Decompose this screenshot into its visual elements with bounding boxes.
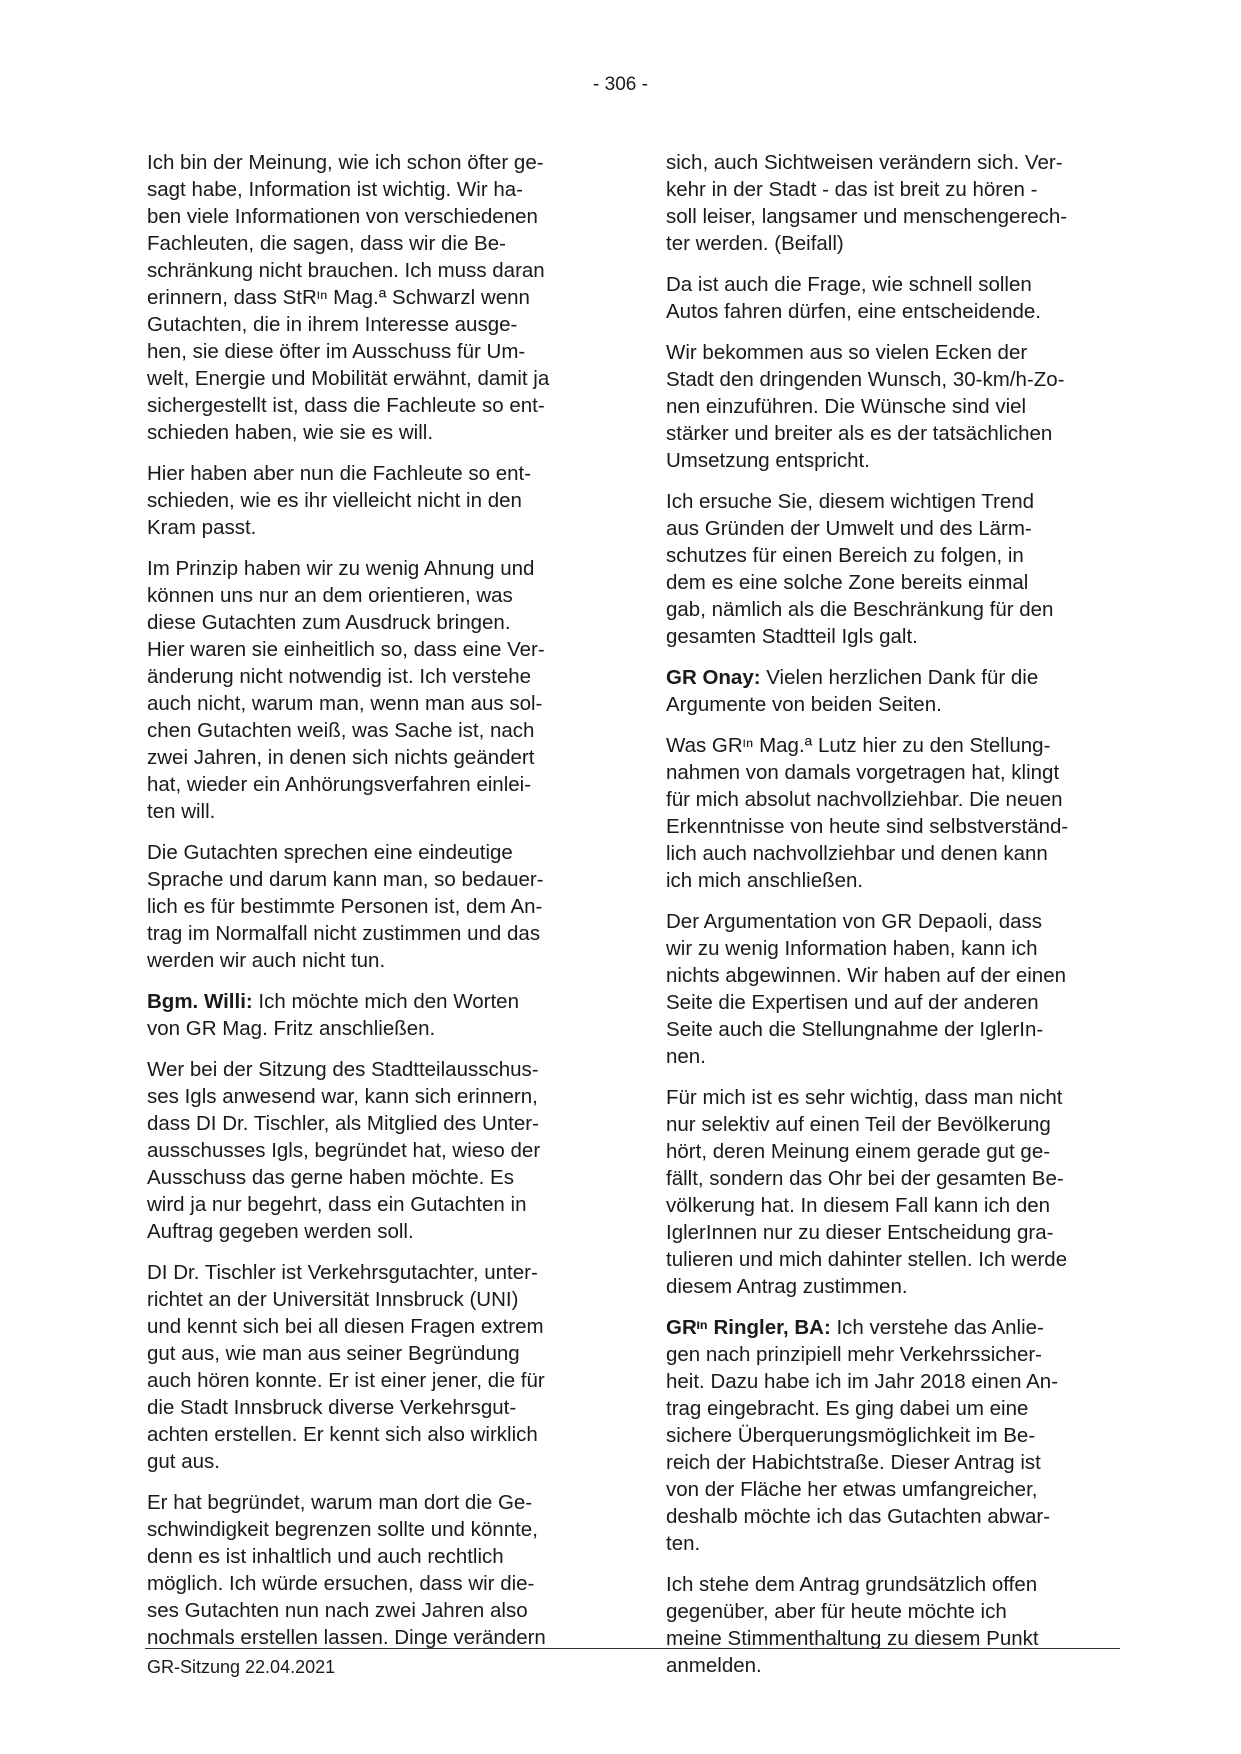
paragraph-text: Die Gutachten sprechen eine eindeutige Sprache und darum kann man, so bedauer- lich es für bestimmte Personen ist, dem An- trag im Normalfall nicht zustimmen und das werden wir auch nicht tun. [147, 841, 544, 972]
paragraph [666, 271, 1116, 325]
paragraph [147, 1489, 597, 1651]
paragraph [666, 1571, 1116, 1679]
paragraph-text: Er hat begründet, warum man dort die Ge- schwindigkeit begrenzen sollte und könnte, denn es ist inhaltlich und auch rechtlich möglich. Ich würde ersuchen, dass wir die- ses Gutachten nun nach zwei Jahren also nochmals erstellen lassen. Dinge verändern [147, 1491, 546, 1649]
paragraph [666, 664, 1116, 718]
paragraph-text: Ich möchte mich den Worten von GR Mag. Fritz anschließen. [147, 990, 519, 1040]
paragraph-text: Vielen herzlichen Dank für die Argumente von beiden Seiten. [666, 666, 1039, 716]
paragraph [666, 732, 1116, 894]
paragraph-text: Ich ersuche Sie, diesem wichtigen Trend aus Gründen der Umwelt und des Lärm- schutzes für einen Bereich zu folgen, in dem es eine solche Zone bereits einmal gab, nämlich als die Beschränkung für den gesamten Stadtteil Igls galt. [666, 490, 1054, 648]
speaker-name: GR Onay: [666, 666, 761, 689]
paragraph-text: Da ist auch die Frage, wie schnell sollen Autos fahren dürfen, eine entscheidende. [666, 273, 1041, 323]
paragraph [147, 555, 597, 825]
left-column [147, 149, 597, 1665]
speaker-name: Bgm. Willi: [147, 990, 253, 1013]
paragraph [147, 839, 597, 974]
paragraph-text: Ich stehe dem Antrag grundsätzlich offen gegenüber, aber für heute möchte ich meine Stimmenthaltung zu diesem Punkt anmelden. [666, 1573, 1039, 1677]
paragraph [147, 149, 597, 446]
paragraph [147, 1259, 597, 1475]
paragraph [147, 1056, 597, 1245]
paragraph-text: sich, auch Sichtweisen verändern sich. Ver- kehr in der Stadt - das ist breit zu hören - soll leiser, langsamer und menschengerech- ter werden. (Beifall) [666, 151, 1068, 255]
paragraph-text: Wer bei der Sitzung des Stadtteilausschus- ses Igls anwesend war, kann sich erinnern, dass DI Dr. Tischler, als Mitglied des Unter- ausschusses Igls, begründet hat, wieso der Ausschuss das gerne haben möchte. Es wird ja nur begehrt, dass ein Gutachten in Auftrag gegeben werden soll. [147, 1058, 541, 1243]
footer-divider [145, 1648, 1120, 1649]
paragraph-text: Ich verstehe das Anlie- gen nach prinzipiell mehr Verkehrssicher- heit. Dazu habe ich im Jahr 2018 einen An- trag eingebracht. Es ging dabei um eine sichere Überquerungsmöglichkeit im Be- reich der Habichtstraße. Dieser Antrag ist von der Fläche her etwas umfangreicher, deshalb möchte ich das Gutachten abwar- ten. [666, 1316, 1059, 1555]
paragraph-text: Für mich ist es sehr wichtig, dass man nicht nur selektiv auf einen Teil der Bevölkerung hört, deren Meinung einem gerade gut ge- fällt, sondern das Ohr bei der gesamten Be- völkerung hat. In diesem Fall kann ich den IglerInnen nur zu dieser Entscheidung gra- tulieren und mich dahinter stellen. Ich werde diesem Antrag zustimmen. [666, 1086, 1068, 1298]
paragraph [666, 339, 1116, 474]
paragraph-text: DI Dr. Tischler ist Verkehrsgutachter, unter- richtet an der Universität Innsbruck (UNI) und kennt sich bei all diesen Fragen extrem gut aus, wie man aus seiner Begründung auch hören konnte. Er ist einer jener, die für die Stadt Innsbruck diverse Verkehrsgut- achten erstellen. Er kennt sich also wirklich gut aus. [147, 1261, 545, 1473]
page-number: - 306 - [593, 74, 648, 95]
paragraph [147, 460, 597, 541]
paragraph-text: Im Prinzip haben wir zu wenig Ahnung und können uns nur an dem orientieren, was diese Gutachten zum Ausdruck bringen. Hier waren sie einheitlich so, dass eine Ver- änderung nicht notwendig ist. Ich verstehe auch nicht, warum man, wenn man aus sol- chen Gutachten weiß, was Sache ist, nach zwei Jahren, in denen sich nichts geändert hat, wieder ein Anhörungsverfahren einlei- ten will. [147, 557, 545, 823]
footer-session-date: GR-Sitzung 22.04.2021 [147, 1657, 336, 1677]
paragraph [666, 1314, 1116, 1557]
paragraph-text: Hier haben aber nun die Fachleute so ent- schieden, wie es ihr vielleicht nicht in den Kram passt. [147, 462, 532, 539]
speaker-name: GRᶦⁿ Ringler, BA: [666, 1316, 831, 1339]
paragraph [666, 1084, 1116, 1300]
paragraph [666, 149, 1116, 257]
right-column [666, 149, 1116, 1693]
paragraph-text: Wir bekommen aus so vielen Ecken der Stadt den dringenden Wunsch, 30-km/h-Zo- nen einzuführen. Die Wünsche sind viel stärker und breiter als es der tatsächlichen Umsetzung entspricht. [666, 341, 1065, 472]
paragraph [147, 988, 597, 1042]
paragraph [666, 488, 1116, 650]
paragraph-text: Der Argumentation von GR Depaoli, dass wir zu wenig Information haben, kann ich nichts abgewinnen. Wir haben auf der einen Seite die Expertisen und auf der anderen Seite auch die Stellungnahme der IglerIn- nen. [666, 910, 1067, 1068]
paragraph-text: Ich bin der Meinung, wie ich schon öfter ge- sagt habe, Information ist wichtig. Wir ha- ben viele Informationen von verschiedenen Fachleuten, die sagen, dass wir die Be- schränkung nicht brauchen. Ich muss daran erinnern, dass StRᶦⁿ Mag.ª Schwarzl wenn Gutachten, die in ihrem Interesse ausge- hen, sie diese öfter im Ausschuss für Um- welt, Energie und Mobilität erwähnt, damit ja sichergestellt ist, dass die Fachleute so ent- schieden haben, wie sie es will. [147, 151, 550, 444]
paragraph [666, 908, 1116, 1070]
paragraph-text: Was GRᶦⁿ Mag.ª Lutz hier zu den Stellung- nahmen von damals vorgetragen hat, klingt für mich absolut nachvollziehbar. Die neuen Erkenntnisse von heute sind selbstverständ- lich auch nachvollziehbar und denen kann ich mich anschließen. [666, 734, 1069, 892]
